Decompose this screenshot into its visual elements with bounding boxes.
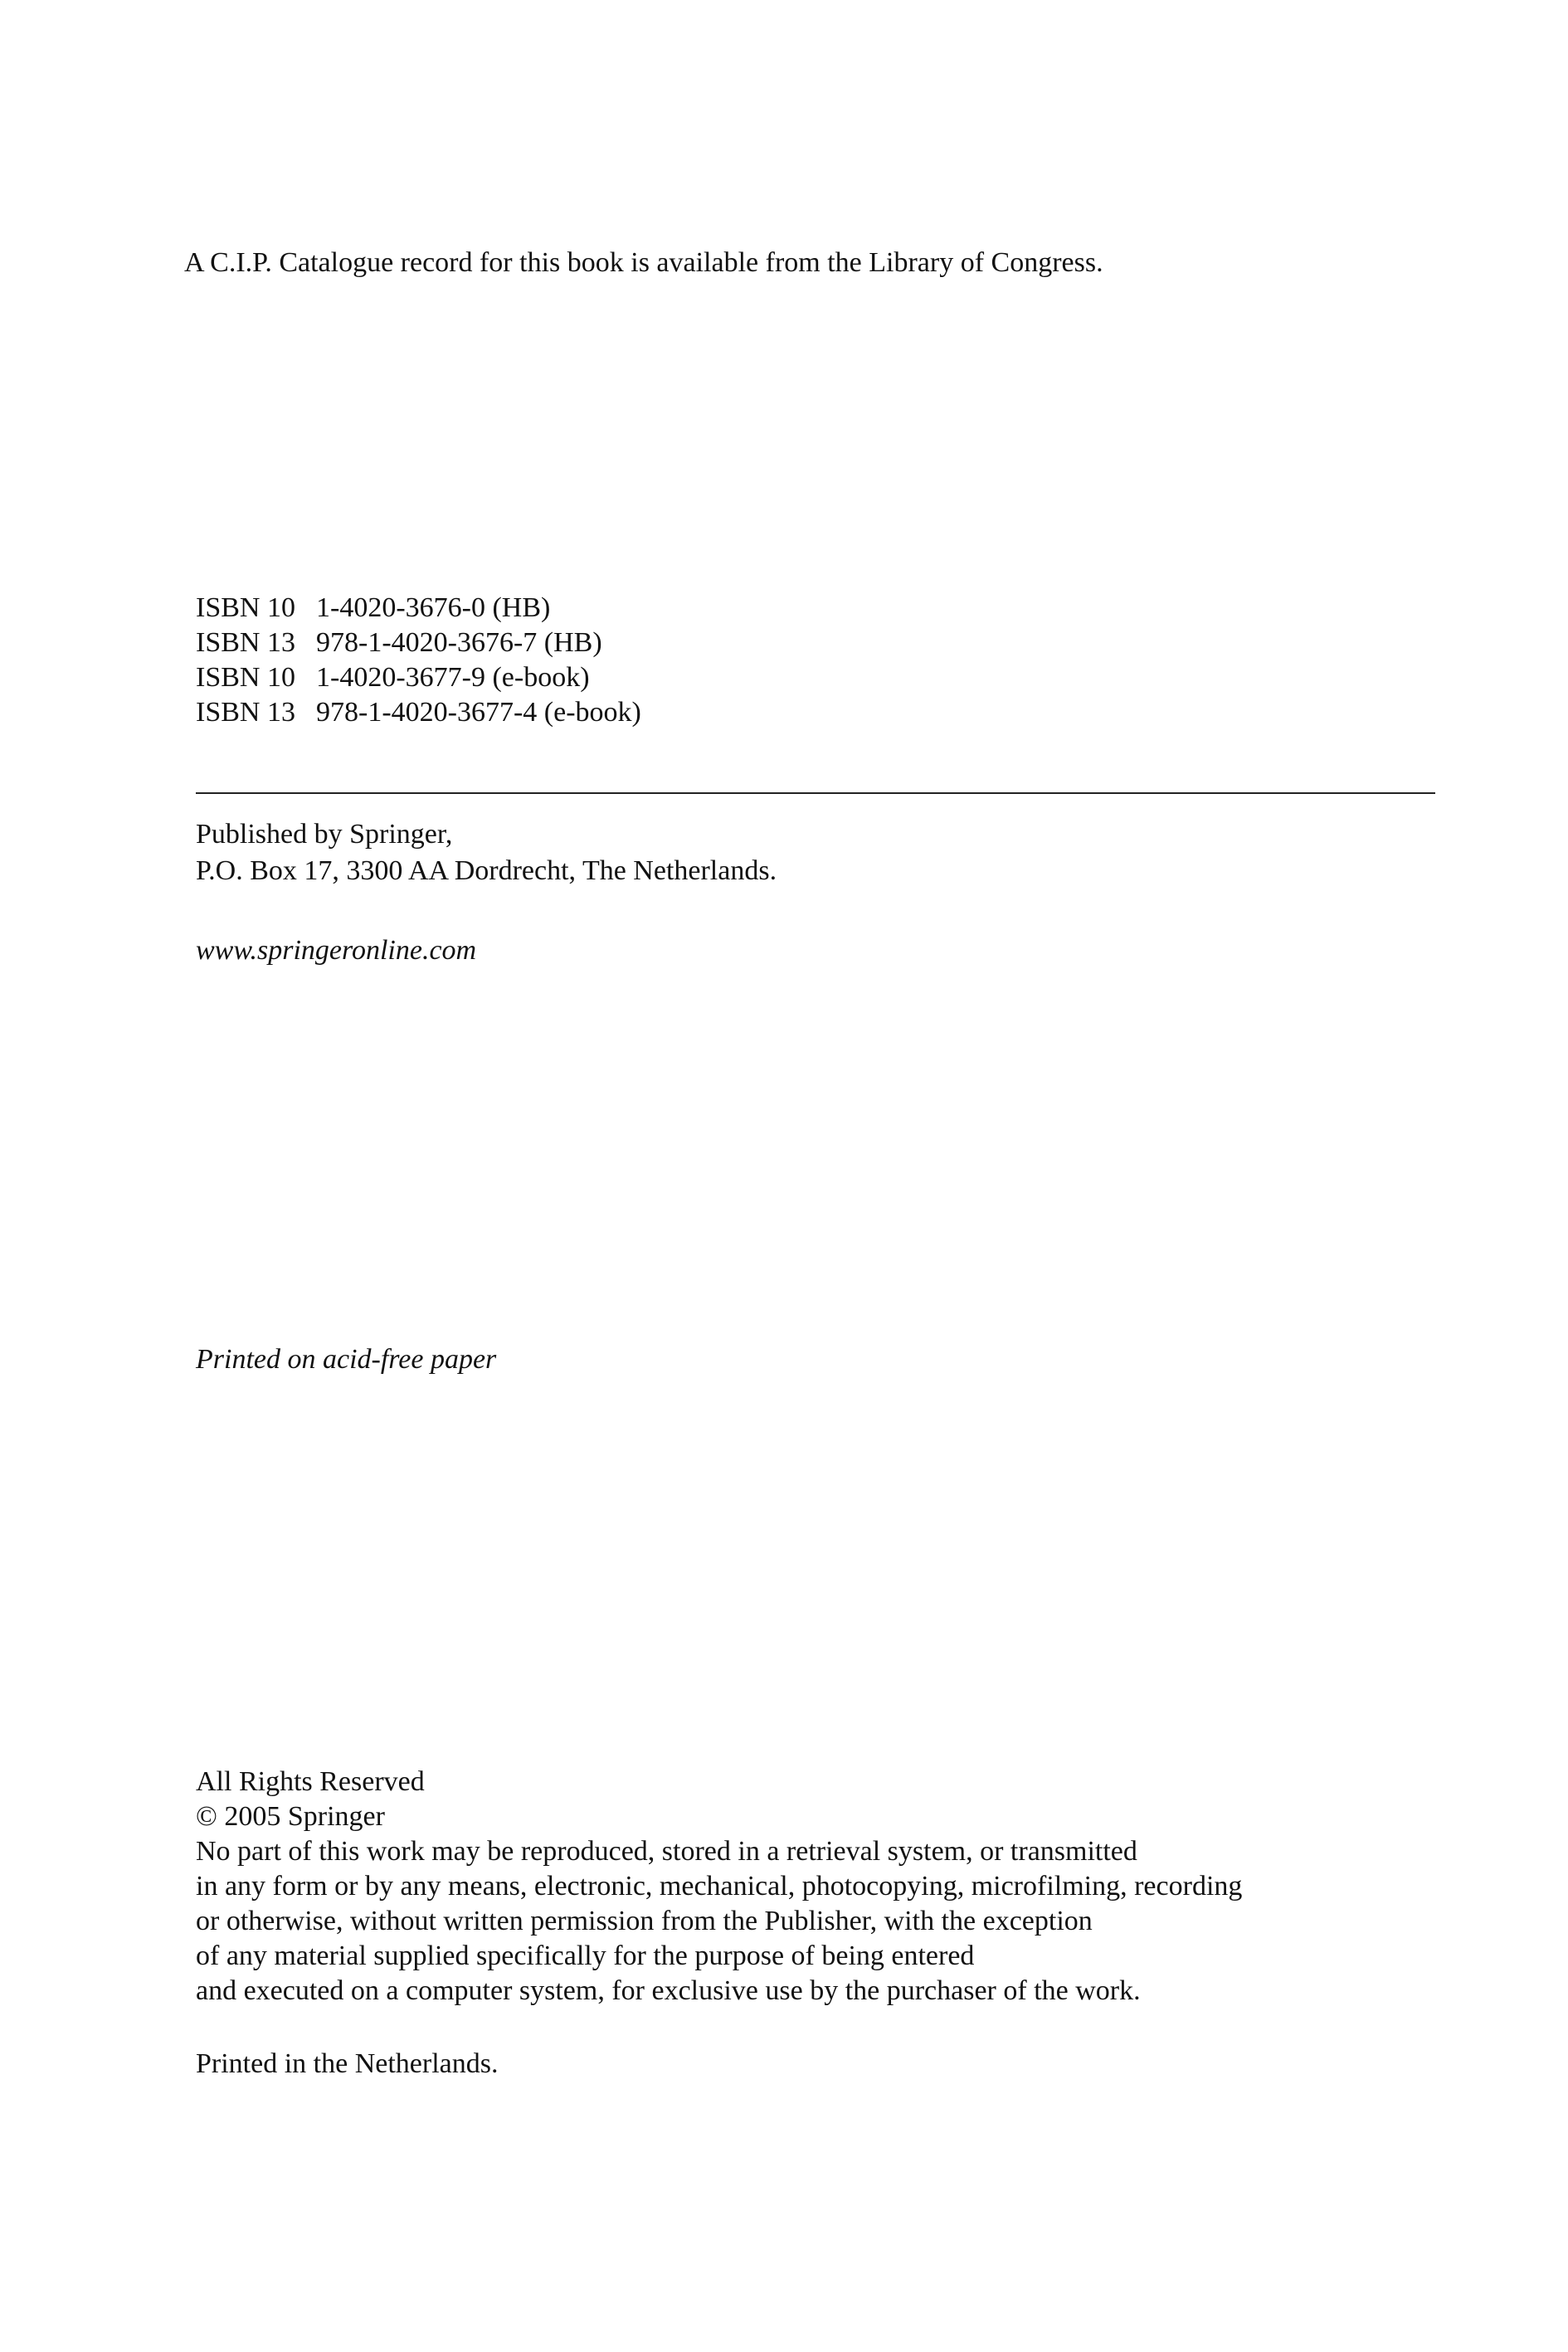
isbn-list: [196, 591, 641, 730]
rights-block: [196, 1765, 1242, 2009]
rights-notice-line: in any form or by any means, electronic, mechanical, photocopying, microfilming, recording: [196, 1871, 1243, 1902]
isbn-label: ISBN 10: [196, 662, 295, 693]
copyright-notice: © 2005 Springer: [196, 1801, 385, 1832]
rights-notice-line: and executed on a computer system, for exclusive use by the purchaser of the work.: [196, 1975, 1141, 2006]
publisher-website: www.springeronline.com: [196, 935, 477, 966]
isbn-row: [196, 660, 641, 695]
isbn-label: ISBN 13: [196, 627, 295, 658]
rights-notice-line: No part of this work may be reproduced, stored in a retrieval system, or transmitted: [196, 1836, 1137, 1867]
isbn-row: [196, 626, 641, 660]
rights-notice-line: of any material supplied specifically for the purpose of being entered: [196, 1941, 975, 1971]
isbn-value: 978-1-4020-3676-7 (HB): [316, 627, 602, 658]
isbn-row: [196, 591, 641, 626]
publisher-line: Published by Springer,: [196, 819, 453, 850]
publisher-address: P.O. Box 17, 3300 AA Dordrecht, The Netherlands.: [196, 855, 777, 886]
isbn-value: 1-4020-3676-0 (HB): [316, 592, 551, 623]
isbn-value: 978-1-4020-3677-4 (e-book): [316, 697, 641, 728]
isbn-row: [196, 695, 641, 730]
isbn-label: ISBN 10: [196, 592, 295, 623]
rights-notice-line: or otherwise, without written permission from the Publisher, with the exception: [196, 1906, 1093, 1936]
printed-in: Printed in the Netherlands.: [196, 2048, 499, 2079]
paper-note: Printed on acid-free paper: [196, 1344, 497, 1375]
isbn-value: 1-4020-3677-9 (e-book): [316, 662, 590, 693]
horizontal-divider: [196, 792, 1435, 794]
isbn-label: ISBN 13: [196, 697, 295, 728]
cip-statement: A C.I.P. Catalogue record for this book is available from the Library of Congress.: [184, 247, 1103, 278]
rights-reserved: All Rights Reserved: [196, 1766, 425, 1797]
